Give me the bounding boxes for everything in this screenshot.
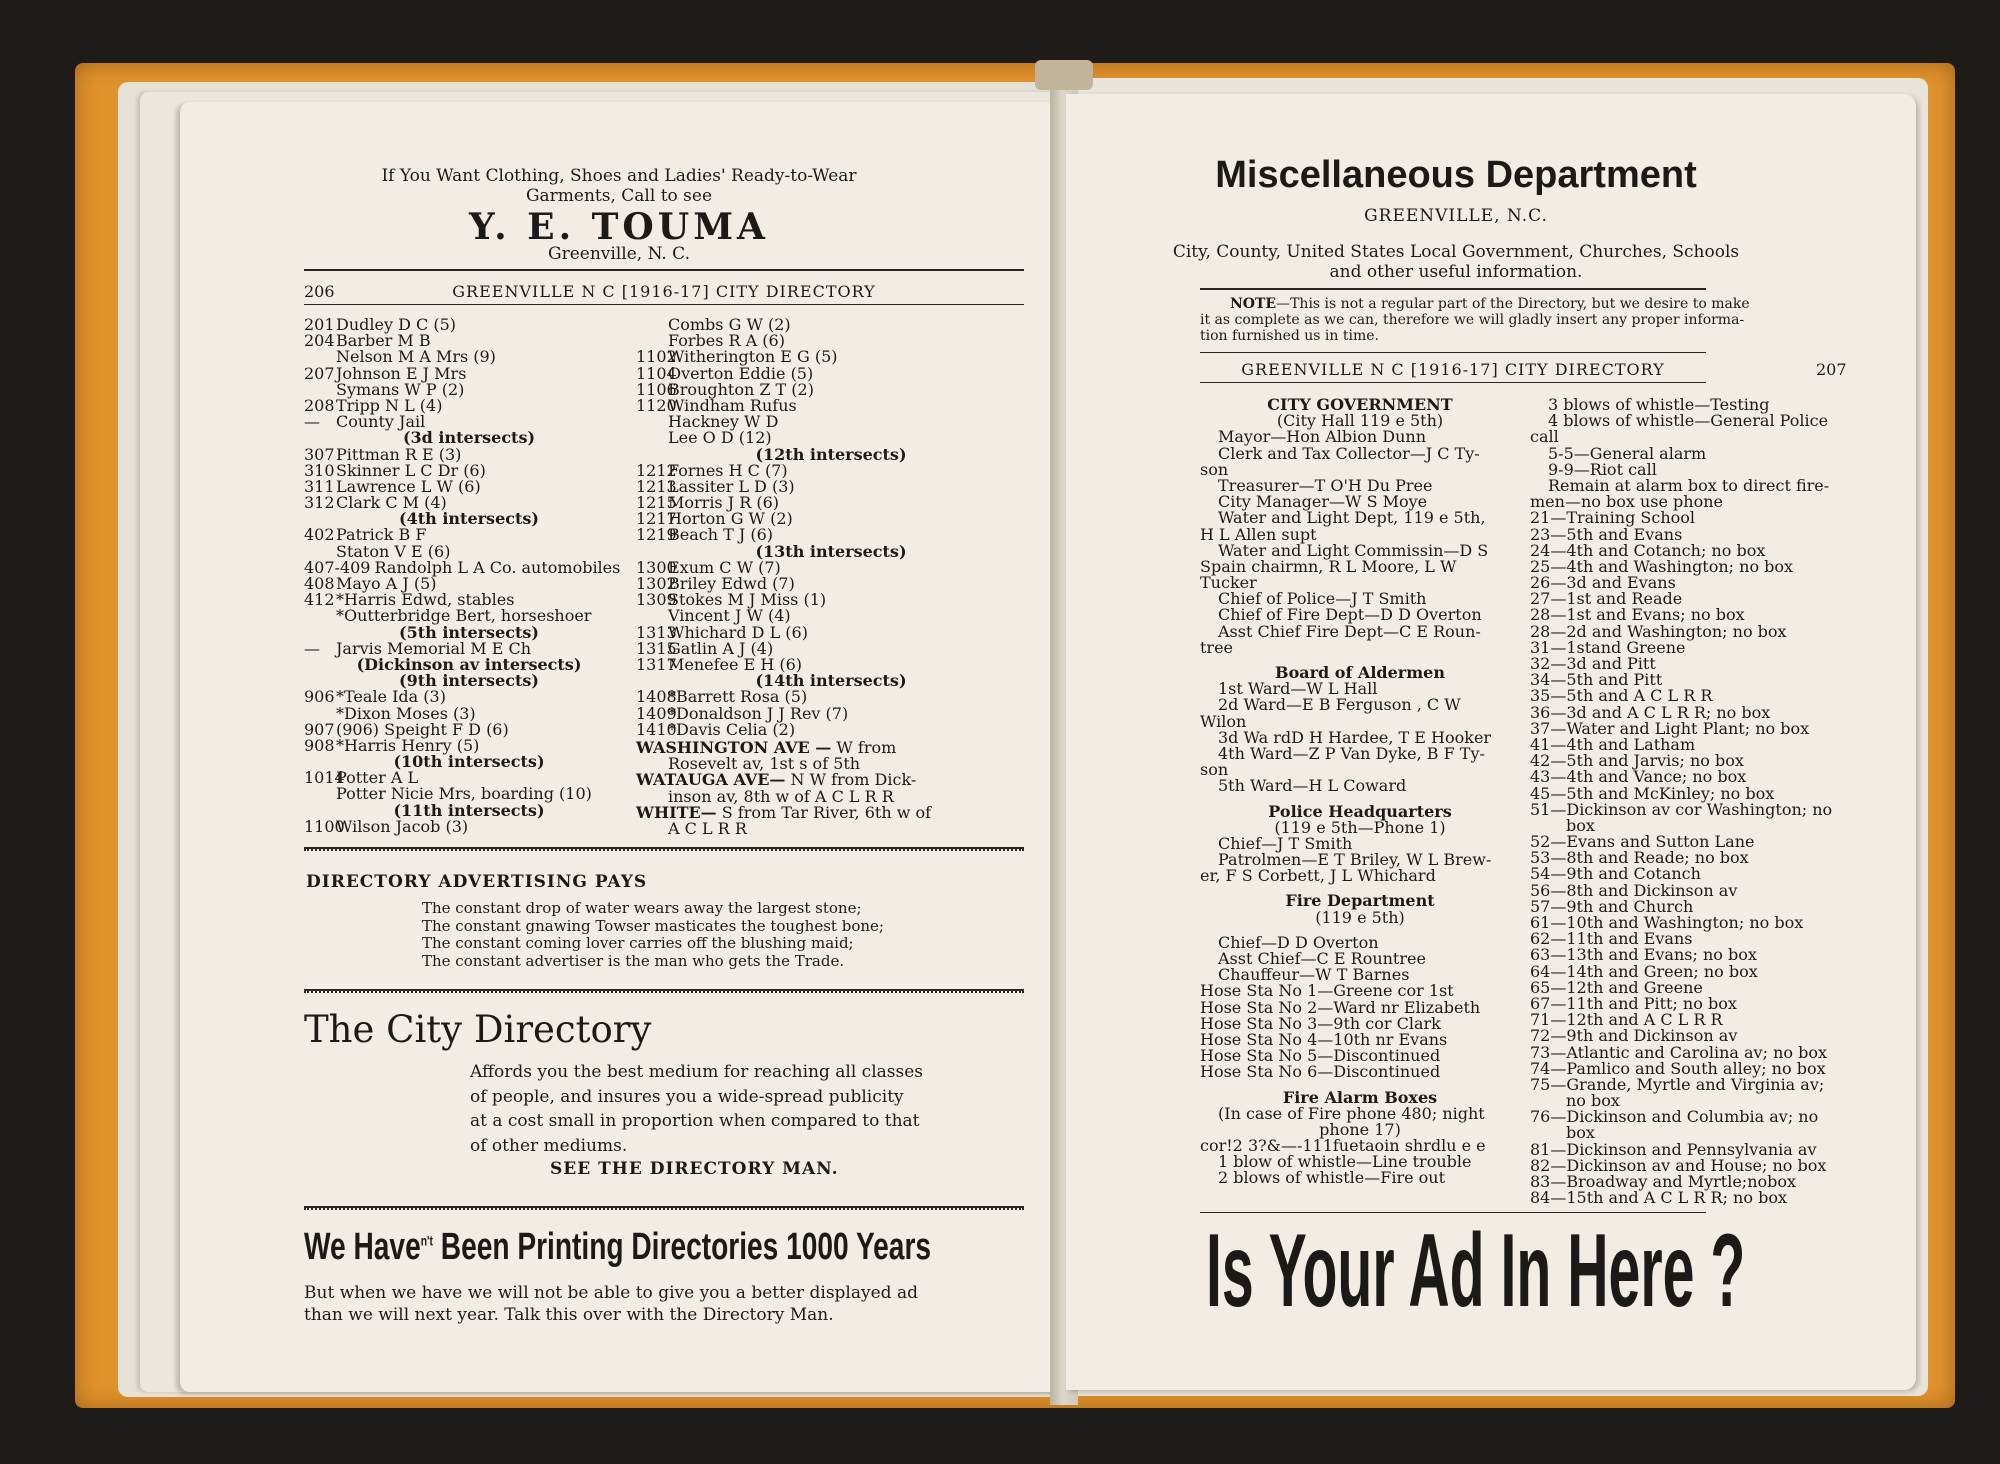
resident-name: Combs G W (2) <box>668 315 791 334</box>
government-row: box <box>1566 815 1595 835</box>
government-row: Chauffeur—W T Barnes <box>1218 965 1410 985</box>
government-row: Water and Light Dept, 119 e 5th, <box>1218 508 1486 528</box>
intersect-heading: (5th intersects) <box>399 622 539 642</box>
street-name: WHITE— <box>636 802 717 822</box>
government-row: 57—9th and Church <box>1530 896 1694 916</box>
note-line3: tion furnished us in time. <box>1200 328 1379 344</box>
government-row: 31—1stand Greene <box>1530 637 1686 657</box>
government-row: 67—11th and Pitt; no box <box>1530 993 1737 1013</box>
government-row: 81—Dickinson and Pennsylvania av <box>1530 1139 1817 1159</box>
misc-intro-line1: City, County, United States Local Government, Churches, Schools <box>1172 242 1740 262</box>
resident-name: *Donaldson J J Rev (7) <box>668 703 849 723</box>
house-number: 1300 <box>636 557 677 577</box>
government-row: 5-5—General alarm <box>1548 443 1707 463</box>
government-row: 36—3d and A C L R R; no box <box>1530 702 1771 722</box>
directory-man-cta: SEE THE DIRECTORY MAN. <box>550 1159 839 1179</box>
house-number: 1104 <box>636 363 677 383</box>
government-row: 32—3d and Pitt <box>1530 654 1656 673</box>
printing-ad-title-nt: n't <box>420 1232 433 1249</box>
section-heading: Fire Alarm Boxes <box>1282 1087 1438 1107</box>
spine-tear <box>1035 60 1093 90</box>
government-row: Hose Sta No 5—Discontinued <box>1200 1046 1441 1066</box>
government-row: Hose Sta No 2—Ward nr Elizabeth <box>1200 997 1481 1017</box>
government-row: 37—Water and Light Plant; no box <box>1530 718 1810 738</box>
government-row: box <box>1566 1123 1595 1143</box>
body-line: at a cost small in proportion when compared to that <box>470 1111 920 1131</box>
house-number: 1212 <box>636 460 677 480</box>
advertising-poem <box>422 900 884 970</box>
house-number: — <box>304 638 320 658</box>
resident-name: Witherington E G (5) <box>668 347 838 367</box>
house-number: 408 <box>304 574 335 593</box>
house-number: 407-409 <box>304 557 371 577</box>
government-row: 83—Broadway and Myrtle;nobox <box>1530 1172 1797 1191</box>
government-row: 3d Wa rdD H Hardee, T E Hooker <box>1218 727 1492 747</box>
printing-ad-line1: But when we have we will not be able to give you a better displayed ad <box>304 1283 918 1303</box>
house-number: 1408 <box>636 687 677 707</box>
government-row: 64—14th and Green; no box <box>1530 961 1758 981</box>
directory-row <box>636 719 1026 739</box>
resident-name: Windham Rufus <box>668 395 797 415</box>
government-row: Clerk and Tax Collector—J C Ty- <box>1218 443 1480 463</box>
government-row: 43—4th and Vance; no box <box>1530 767 1747 787</box>
section-heading: Fire Department <box>1285 891 1435 911</box>
body-line: of people, and insures you a wide-spread publicity <box>470 1086 904 1107</box>
divider <box>304 1206 1024 1210</box>
intersect-heading: (12th intersects) <box>755 444 907 464</box>
intersect-heading: (11th intersects) <box>393 800 545 820</box>
house-number: 1120 <box>636 395 677 415</box>
resident-name: Staton V E (6) <box>336 541 451 561</box>
government-row: Patrolmen—E T Briley, W L Brew- <box>1218 850 1492 870</box>
section-heading: CITY GOVERNMENT <box>1267 395 1453 414</box>
government-row: 51—Dickinson av cor Washington; no <box>1530 799 1833 819</box>
resident-name: Lee O D (12) <box>668 428 772 448</box>
government-row: Tucker <box>1200 573 1257 593</box>
government-row: Hose Sta No 6—Discontinued <box>1200 1062 1441 1082</box>
street-name: WATAUGA AVE— <box>636 770 786 790</box>
resident-name: *Harris Henry (5) <box>336 735 480 755</box>
note-block <box>1200 296 1750 344</box>
house-number: 311 <box>304 476 335 496</box>
resident-name: Potter Nicie Mrs, boarding (10) <box>336 784 592 804</box>
government-row: no box <box>1566 1091 1620 1111</box>
government-row: 34—5th and Pitt <box>1530 670 1663 690</box>
government-row: Remain at alarm box to direct fire- <box>1548 475 1830 495</box>
directory-row <box>304 816 634 836</box>
intersect-heading: (9th intersects) <box>399 671 539 691</box>
house-number: — <box>304 412 320 432</box>
section-heading: Police Headquarters <box>1268 801 1452 821</box>
government-row: son <box>1200 760 1229 780</box>
government-row: H L Allen supt <box>1200 524 1317 544</box>
house-number: 1315 <box>636 638 677 658</box>
note-line1: —This is not a regular part of the Directory, but we desire to make <box>1276 296 1750 312</box>
government-row: 2 blows of whistle—Fire out <box>1218 1168 1446 1188</box>
touma-ad-city: Greenville, N. C. <box>548 244 690 264</box>
government-row: 23—5th and Evans <box>1530 524 1683 544</box>
city-directory-body <box>470 1060 923 1158</box>
body-line: of other mediums. <box>470 1135 628 1156</box>
printing-ad-title-a: We Have <box>304 1226 421 1268</box>
house-number: 1313 <box>636 622 677 642</box>
section-note: phone 17) <box>1319 1119 1401 1139</box>
intersect-heading: (13th intersects) <box>755 541 907 561</box>
running-head: GREENVILLE N C [1916-17] CITY DIRECTORY <box>452 282 876 301</box>
resident-name: Patrick B F <box>336 525 427 545</box>
house-number: 208 <box>304 395 335 415</box>
note-line2: it as complete as we can, therefore we will gladly insert any proper informa- <box>1200 312 1745 328</box>
divider <box>1200 352 1706 353</box>
resident-name: Briley Edwd (7) <box>668 574 795 593</box>
government-row: Asst Chief—C E Rountree <box>1218 949 1426 968</box>
government-row: 65—12th and Greene <box>1530 977 1703 997</box>
resident-name: Morris J R (6) <box>668 493 780 513</box>
government-row: (In case of Fire phone 480; night <box>1218 1103 1485 1123</box>
section-heading: Board of Aldermen <box>1275 663 1445 682</box>
street-description: W from <box>831 738 897 757</box>
resident-name: Vincent J W (4) <box>668 606 791 626</box>
government-row: 27—1st and Reade <box>1530 589 1683 609</box>
city-directory-title: The City Directory <box>304 1008 652 1051</box>
government-row: 21—Training School <box>1530 508 1695 528</box>
house-number: 1102 <box>636 347 677 367</box>
resident-name: Whichard D L (6) <box>668 622 808 642</box>
house-number: 907 <box>304 719 335 739</box>
section-note: (City Hall 119 e 5th) <box>1276 411 1444 431</box>
printing-ad-title <box>304 1226 931 1269</box>
resident-name: Tripp N L (4) <box>336 395 443 415</box>
government-row: 25—4th and Washington; no box <box>1530 556 1794 576</box>
touma-ad-line2: Garments, Call to see <box>525 186 713 206</box>
house-number: 402 <box>304 525 335 545</box>
poem-line: The constant coming lover carries off the blushing maid; <box>422 934 854 952</box>
printing-ad-line2: than we will next year. Talk this over with the Directory Man. <box>304 1305 834 1325</box>
street-description: S from Tar River, 6th w of <box>716 802 932 822</box>
resident-name: Broughton Z T (2) <box>668 379 814 399</box>
printing-ad-title-b: Been Printing Directories 1000 Years <box>432 1226 932 1268</box>
house-number: 908 <box>304 735 335 755</box>
page-number: 207 <box>1816 360 1847 379</box>
resident-name: Potter A L <box>336 768 419 788</box>
government-row: 84—15th and A C L R R; no box <box>1530 1188 1787 1208</box>
government-row: 42—5th and Jarvis; no box <box>1530 751 1744 771</box>
resident-name: *Harris Edwd, stables <box>336 590 515 610</box>
government-row: Chief of Fire Dept—D D Overton <box>1218 605 1482 625</box>
resident-name: County Jail <box>336 412 426 432</box>
government-row: call <box>1530 427 1559 447</box>
house-number: 1302 <box>636 574 677 593</box>
house-number: 307 <box>304 444 335 464</box>
resident-name: Fornes H C (7) <box>668 460 788 480</box>
divider <box>1200 382 1706 383</box>
government-row: Spain chairmn, R L Moore, L W <box>1200 556 1457 576</box>
government-row: 53—8th and Reade; no box <box>1530 848 1749 868</box>
government-row: 54—9th and Cotanch <box>1530 864 1701 884</box>
section-note: (119 e 5th) <box>1315 907 1405 927</box>
house-number: 204 <box>304 331 335 351</box>
poem-line: The constant drop of water wears away the largest stone; <box>422 899 862 917</box>
is-your-ad-in-here: Is Your Ad In Here ? <box>1206 1213 1746 1329</box>
house-number: 1213 <box>636 476 677 496</box>
house-number: 1106 <box>636 379 677 399</box>
street-continuation: Rosevelt av, 1st s of 5th <box>668 754 861 774</box>
running-head: GREENVILLE N C [1916-17] CITY DIRECTORY <box>1241 360 1665 379</box>
government-row: 72—9th and Dickinson av <box>1530 1026 1738 1046</box>
resident-name: Lawrence L W (6) <box>336 476 481 496</box>
government-row: 9-9—Riot call <box>1548 459 1657 479</box>
government-row: 28—2d and Washington; no box <box>1530 621 1787 641</box>
government-row: 76—Dickinson and Columbia av; no <box>1530 1107 1819 1127</box>
government-column-2 <box>1530 397 1850 1206</box>
government-row: 63—13th and Evans; no box <box>1530 945 1757 965</box>
government-row: 28—1st and Evans; no box <box>1530 605 1745 625</box>
house-number: 1409 <box>636 703 677 723</box>
government-row: 74—Pamlico and South alley; no box <box>1530 1058 1826 1078</box>
house-number: 1317 <box>636 654 677 674</box>
resident-name: Clark C M (4) <box>336 493 447 513</box>
house-number: 312 <box>304 493 335 513</box>
resident-name: Lassiter L D (3) <box>668 476 795 496</box>
intersect-heading: (10th intersects) <box>393 752 545 772</box>
government-row: 3 blows of whistle—Testing <box>1548 395 1770 414</box>
street-continuation: A C L R R <box>668 818 747 838</box>
divider <box>304 989 1024 993</box>
house-number: 1410 <box>636 719 677 739</box>
house-number: 906 <box>304 687 335 707</box>
resident-name: Johnson E J Mrs <box>336 363 467 383</box>
resident-name: Forbes R A (6) <box>668 331 785 351</box>
resident-name: Hackney W D <box>668 412 779 432</box>
intersect-heading: (4th intersects) <box>399 509 539 529</box>
government-row: 82—Dickinson av and House; no box <box>1530 1155 1827 1175</box>
resident-name: (906) Speight F D (6) <box>336 719 509 739</box>
government-row: 24—4th and Cotanch; no box <box>1530 540 1766 560</box>
government-row: 2d Ward—E B Ferguson , C W <box>1218 695 1461 715</box>
resident-name: Skinner L C Dr (6) <box>336 460 486 480</box>
misc-intro <box>1066 242 1846 282</box>
government-column-1 <box>1200 397 1520 1187</box>
touma-ad <box>180 166 1058 206</box>
resident-name: Exum C W (7) <box>668 557 781 577</box>
right-page <box>1066 94 1916 1390</box>
resident-name: Pittman R E (3) <box>336 444 462 464</box>
misc-department-subtitle: GREENVILLE, N.C. <box>1364 206 1548 226</box>
resident-name: *Outterbridge Bert, horseshoer <box>336 606 592 626</box>
government-row: Treasurer—T O'H Du Pree <box>1218 475 1433 495</box>
advertising-pays-title: DIRECTORY ADVERTISING PAYS <box>306 872 648 892</box>
house-number: 1014 <box>304 768 345 788</box>
street-continuation: inson av, 8th w of A C L R R <box>668 786 894 806</box>
resident-name: Stokes M J Miss (1) <box>668 590 827 610</box>
government-row: 35—5th and A C L R R <box>1530 686 1713 706</box>
government-row: son <box>1200 459 1229 479</box>
government-row: Chief of Police—J T Smith <box>1218 589 1427 609</box>
government-row: cor!2 3?&—-111fuetaoin shrdlu e e <box>1200 1136 1486 1156</box>
government-row: 41—4th and Latham <box>1530 734 1696 754</box>
resident-name: Menefee E H (6) <box>668 654 803 674</box>
government-row: Hose Sta No 4—10th nr Evans <box>1200 1029 1448 1049</box>
house-number: 310 <box>304 460 335 480</box>
government-row: 1st Ward—W L Hall <box>1218 679 1378 699</box>
house-number: 412 <box>304 590 335 610</box>
government-row: 61—10th and Washington; no box <box>1530 913 1804 932</box>
divider <box>1200 288 1706 290</box>
government-row: 75—Grande, Myrtle and Virginia av; <box>1530 1074 1825 1094</box>
government-row: 45—5th and McKinley; no box <box>1530 783 1775 803</box>
government-row: er, F S Corbett, J L Whichard <box>1200 866 1436 886</box>
government-row: 56—8th and Dickinson av <box>1530 880 1738 900</box>
resident-name: Dudley D C (5) <box>336 315 456 334</box>
resident-name: Symans W P (2) <box>336 379 465 399</box>
house-number: 1100 <box>304 816 345 836</box>
government-row: 4 blows of whistle—General Police <box>1548 411 1829 431</box>
government-row: Asst Chief Fire Dept—C E Roun- <box>1218 621 1481 641</box>
street-name: WASHINGTON AVE — <box>636 738 832 757</box>
government-row: 71—12th and A C L R R <box>1530 1010 1723 1030</box>
resident-name: *Teale Ida (3) <box>336 687 446 707</box>
government-row: 1 blow of whistle—Line trouble <box>1218 1152 1472 1172</box>
printing-ad-body <box>304 1282 918 1326</box>
divider <box>304 847 1024 851</box>
resident-name: Jarvis Memorial M E Ch <box>336 638 531 658</box>
section-note: (119 e 5th—Phone 1) <box>1274 817 1446 837</box>
government-row: Hose Sta No 1—Greene cor 1st <box>1200 981 1454 1001</box>
government-row: Chief—J T Smith <box>1218 833 1353 853</box>
intersect-heading: (14th intersects) <box>755 671 907 691</box>
resident-name: Nelson M A Mrs (9) <box>336 347 496 367</box>
resident-name: Overton Eddie (5) <box>668 363 814 383</box>
resident-name: Gatlin A J (4) <box>668 638 774 658</box>
resident-name: Mayo A J (5) <box>336 574 437 593</box>
directory-column-1 <box>304 317 634 835</box>
government-row: 26—3d and Evans <box>1530 573 1676 593</box>
government-row: City Manager—W S Moye <box>1218 492 1428 512</box>
directory-column-2 <box>636 317 1026 738</box>
intersect-heading: (3d intersects) <box>402 428 536 448</box>
house-number: 1309 <box>636 590 677 610</box>
house-number: 201 <box>304 315 335 334</box>
misc-intro-line2: and other useful information. <box>1329 262 1583 282</box>
intersect-heading: (Dickinson av intersects) <box>356 654 582 674</box>
government-row: 5th Ward—H L Coward <box>1218 776 1407 796</box>
house-number: 207 <box>304 363 335 383</box>
touma-ad-name: Y. E. TOUMA <box>469 206 769 248</box>
resident-name: Horton G W (2) <box>668 509 793 529</box>
resident-name: *Dixon Moses (3) <box>336 703 476 723</box>
government-row: Water and Light Commissin—D S <box>1218 540 1489 560</box>
resident-name: Randolph L A Co. automobiles <box>374 557 621 577</box>
government-row: Mayor—Hon Albion Dunn <box>1218 427 1427 447</box>
resident-name: Wilson Jacob (3) <box>336 816 469 836</box>
government-row: 73—Atlantic and Carolina av; no box <box>1530 1042 1827 1062</box>
street-description: N W from Dick- <box>785 770 917 790</box>
government-row: 62—11th and Evans <box>1530 929 1693 949</box>
street-listings <box>636 740 1026 837</box>
misc-department-title: Miscellaneous Department <box>1215 154 1697 196</box>
resident-name: *Davis Celia (2) <box>668 719 796 739</box>
touma-ad-line1: If You Want Clothing, Shoes and Ladies' Ready-to-Wear <box>381 166 857 186</box>
government-row: Chief—D D Overton <box>1218 932 1379 952</box>
left-page <box>180 102 1058 1392</box>
resident-name: Beach T J (6) <box>668 525 774 545</box>
poem-line: The constant gnawing Towser masticates the toughest bone; <box>422 916 884 935</box>
divider <box>304 304 1024 305</box>
page-number: 206 <box>304 282 335 301</box>
government-row: Wilon <box>1200 711 1247 731</box>
resident-name: *Barrett Rosa (5) <box>668 687 808 707</box>
government-row: 4th Ward—Z P Van Dyke, B F Ty- <box>1218 743 1485 763</box>
poem-line: The constant advertiser is the man who gets the Trade. <box>422 951 845 970</box>
body-line: Affords you the best medium for reaching all classes <box>470 1062 923 1082</box>
house-number: 1219 <box>636 525 677 545</box>
government-row: men—no box use phone <box>1530 492 1723 512</box>
government-row: Hose Sta No 3—9th cor Clark <box>1200 1013 1441 1033</box>
note-label: NOTE <box>1230 296 1277 312</box>
house-number: 1215 <box>636 493 677 513</box>
house-number: 1217 <box>636 509 677 529</box>
government-row: tree <box>1200 637 1234 657</box>
resident-name: Barber M B <box>336 331 431 351</box>
divider <box>304 269 1024 271</box>
government-row: 52—Evans and Sutton Lane <box>1530 832 1755 852</box>
